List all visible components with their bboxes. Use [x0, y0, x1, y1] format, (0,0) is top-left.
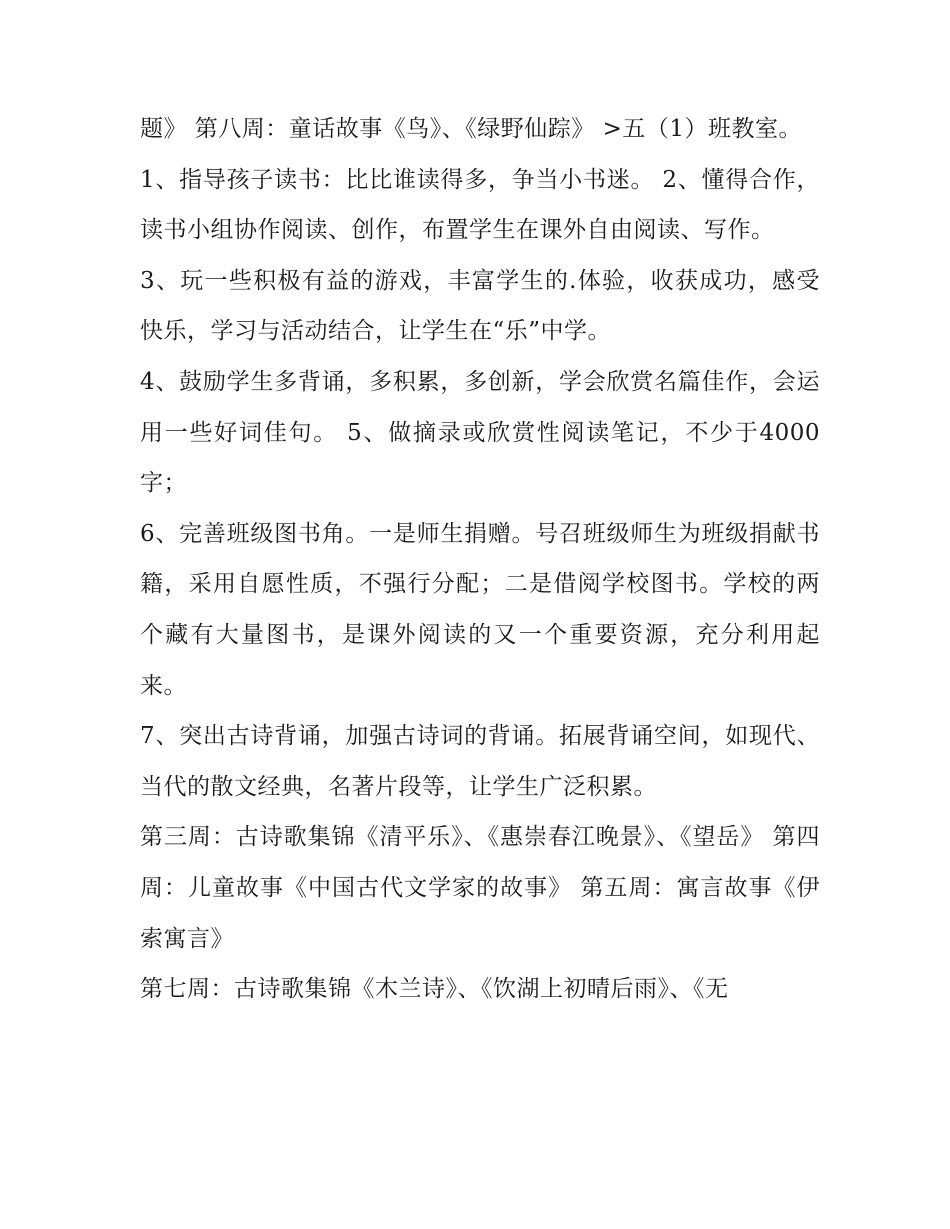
paragraph-week7-schedule: 第七周：古诗歌集锦《木兰诗》、《饮湖上初晴后雨》、《无	[140, 976, 729, 1003]
paragraph-week8-stories: 题》 第八周：童话故事《鸟》、《绿野仙踪》 >五（1）班教室。	[140, 116, 803, 142]
paragraph-item-4-5: 4、鼓励学生多背诵，多积累，多创新，学会欣赏名篇佳作，会运用一些好词佳句。 5、做摘录或欣赏性阅读笔记，不少于4000字；	[140, 368, 820, 497]
document-body	[140, 104, 820, 1015]
paragraph-item-1-2: 1、指导孩子读书：比比谁读得多，争当小书迷。 2、懂得合作，读书小组协作阅读、创作，布置学生在课外自由阅读、写作。	[140, 166, 820, 244]
paragraph-item-7: 7、突出古诗背诵，加强古诗词的背诵。拓展背诵空间，如现代、当代的散文经典，名著片段等，让学生广泛积累。	[140, 723, 820, 800]
paragraph-week3-5-schedule: 第三周：古诗歌集锦《清平乐》、《惠崇春江晚景》、《望岳》 第四周：儿童故事《中国古代文学家的故事》 第五周：寓言故事《伊索寓言》	[140, 824, 820, 952]
paragraph-item-6: 6、完善班级图书角。一是师生捐赠。号召班级师生为班级捐献书籍，采用自愿性质，不强行分配；二是借阅学校图书。学校的两个藏有大量图书，是课外阅读的又一个重要资源，充分利用起来。	[140, 520, 820, 699]
paragraph-item-3: 3、玩一些积极有益的游戏，丰富学生的.体验，收获成功，感受快乐，学习与活动结合，让学生在“乐”中学。	[140, 267, 820, 345]
